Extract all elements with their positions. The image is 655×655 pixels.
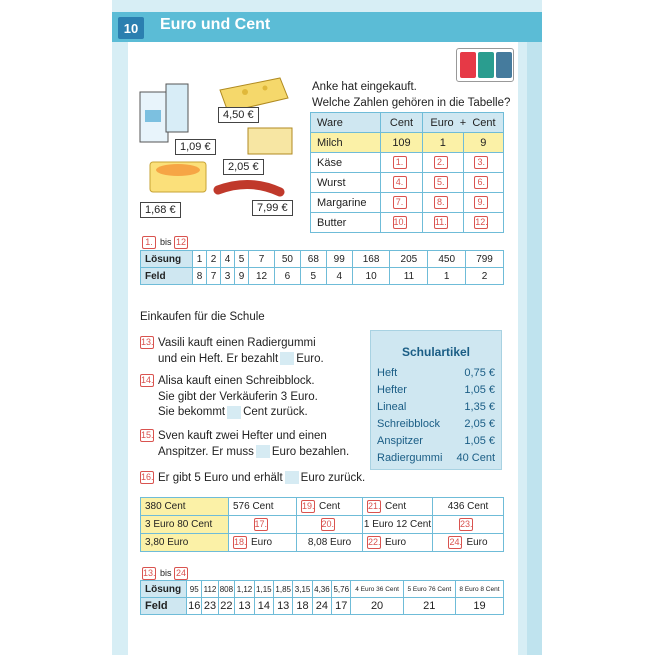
table-cell: 436 Cent xyxy=(433,498,504,516)
table-cell: 14 xyxy=(254,598,273,615)
table-cell: Butter xyxy=(311,213,381,233)
table-cell: 8 xyxy=(193,268,207,285)
table-cell: 4 Euro 36 Cent xyxy=(351,581,403,598)
table-cell: 1 Euro 12 Cent xyxy=(363,516,433,534)
intro-text: Anke hat eingekauft. Welche Zahlen gehören in die Tabelle? xyxy=(312,81,511,109)
table-cell: 3,80 Euro xyxy=(141,534,229,552)
table-cell xyxy=(381,173,423,193)
answer-field[interactable]: 9. xyxy=(474,196,488,209)
table-cell: 20 xyxy=(351,598,403,615)
header-euro-cent: Euro + Cent xyxy=(423,113,504,133)
table-cell: 22. Euro xyxy=(363,534,433,552)
task-number-badge: 13. xyxy=(141,337,154,348)
table-cell: 168 xyxy=(352,251,390,268)
table-cell: 1 xyxy=(428,268,466,285)
table-cell: 9 xyxy=(235,268,249,285)
table-row xyxy=(311,193,504,213)
table-row xyxy=(311,213,504,233)
table-cell: 5,76 xyxy=(332,581,351,598)
price-cheese: 4,50 € xyxy=(218,107,259,123)
table-cell: 799 xyxy=(466,251,504,268)
table-cell: 22 xyxy=(218,598,235,615)
page-title: Euro und Cent xyxy=(160,16,271,33)
table-cell: 18 xyxy=(293,598,312,615)
price-butter: 2,05 € xyxy=(223,159,264,175)
task-number-badge: 14. xyxy=(141,375,154,386)
answer-field[interactable]: 8. xyxy=(434,196,448,209)
list-item: Anspitzer 1,05 € xyxy=(377,435,495,447)
task-13: 13. Vasili kauft einen Radiergummi und ein Heft. Er bezahlt Euro. xyxy=(141,337,324,365)
table-row xyxy=(311,133,504,153)
task-number-badge: 24 xyxy=(176,568,187,579)
table-cell: 5 Euro 76 Cent xyxy=(403,581,455,598)
table-cell xyxy=(463,173,504,193)
list-item: Schreibblock 2,05 € xyxy=(377,418,495,430)
answer-field[interactable]: 7. xyxy=(393,196,407,209)
margarine-icon xyxy=(150,162,206,192)
task-number-badge: 22. xyxy=(368,537,381,547)
table-cell: 50 xyxy=(274,251,300,268)
answer-field[interactable]: 2. xyxy=(434,156,448,169)
table-cell: 8 Euro 8 Cent xyxy=(455,581,503,598)
table-cell: 10 xyxy=(352,268,390,285)
list-item: Hefter 1,05 € xyxy=(377,384,495,396)
conversion-table xyxy=(140,497,504,552)
task-number-badge: 17. xyxy=(254,519,268,529)
table-cell: 5 xyxy=(235,251,249,268)
task-number-badge: 21. xyxy=(368,501,381,511)
list-item: Radiergummi 40 Cent xyxy=(377,452,495,464)
table-cell: 13 xyxy=(235,598,254,615)
table-cell: 1,12 xyxy=(235,581,254,598)
table-cell xyxy=(423,153,464,173)
table-cell: 11 xyxy=(390,268,428,285)
milk-carton-icon xyxy=(140,84,188,142)
table-row xyxy=(311,153,504,173)
table-cell: 24. Euro xyxy=(433,534,504,552)
table-cell: 16 xyxy=(187,598,202,615)
table-cell: 380 Cent xyxy=(141,498,229,516)
table-cell: Lösung xyxy=(141,581,187,598)
table-cell: 4 xyxy=(221,251,235,268)
table-cell: 24 xyxy=(312,598,331,615)
table-cell: 17 xyxy=(332,598,351,615)
table-cell: 8,08 Euro xyxy=(297,534,363,552)
table-cell xyxy=(381,193,423,213)
table-cell: Lösung xyxy=(141,251,193,268)
answer-field[interactable]: 4. xyxy=(393,176,407,189)
answer-field[interactable]: 6. xyxy=(474,176,488,189)
table-cell: Wurst xyxy=(311,173,381,193)
shopping-table xyxy=(310,112,504,233)
task-16: 16. Er gibt 5 Euro und erhält Euro zurück. xyxy=(141,472,366,484)
page-number: 10 xyxy=(118,17,144,39)
table-cell: 3 Euro 80 Cent xyxy=(141,516,229,534)
task-number-badge: 23. xyxy=(460,519,473,529)
table-cell: 3 xyxy=(221,268,235,285)
answer-field[interactable]: 5. xyxy=(434,176,448,189)
table-cell: 19 xyxy=(455,598,503,615)
table-cell: 3,15 xyxy=(293,581,312,598)
solution-range-1: 1. bis 12 xyxy=(142,236,192,249)
table-cell: 205 xyxy=(390,251,428,268)
table-cell: 1 xyxy=(423,133,464,153)
task-number-badge: 18. xyxy=(234,537,247,547)
price-margarine: 1,68 € xyxy=(140,202,181,218)
table-cell: 68 xyxy=(300,251,326,268)
table-cell xyxy=(423,213,464,233)
answer-box[interactable] xyxy=(256,445,270,458)
answer-field[interactable]: 1. xyxy=(393,156,407,169)
task-number-badge: 20. xyxy=(321,519,335,529)
butter-icon xyxy=(248,128,292,154)
table-cell: 12 xyxy=(249,268,275,285)
table-cell xyxy=(229,516,297,534)
schulartikel-title: Schulartikel xyxy=(401,345,471,359)
table-cell: Käse xyxy=(311,153,381,173)
table-cell: 6 xyxy=(274,268,300,285)
answer-field[interactable]: 12. xyxy=(475,217,488,227)
answer-box[interactable] xyxy=(227,406,241,419)
task-number-badge: 19. xyxy=(302,501,315,511)
table-cell: Milch xyxy=(311,133,381,153)
table-cell xyxy=(463,193,504,213)
table-cell: 2 xyxy=(466,268,504,285)
schulartikel-card xyxy=(370,330,502,470)
table-cell xyxy=(423,193,464,213)
task-number-badge: 24. xyxy=(449,537,462,547)
table-cell: 4 xyxy=(326,268,352,285)
solution-range-2: 13. bis 24 xyxy=(143,568,187,579)
table-cell: 808 xyxy=(218,581,235,598)
table-cell: 23 xyxy=(202,598,218,615)
answer-box[interactable] xyxy=(280,352,294,365)
header-cent: Cent xyxy=(381,113,423,133)
price-sausage: 7,99 € xyxy=(252,200,293,216)
table-cell: 7 xyxy=(207,268,221,285)
table-cell xyxy=(423,173,464,193)
table-cell: 95 xyxy=(187,581,202,598)
table-cell xyxy=(433,516,504,534)
task-number-badge: 15. xyxy=(141,430,154,441)
table-cell: 99 xyxy=(326,251,352,268)
solution-table-1 xyxy=(140,250,504,285)
table-cell: 19. Cent xyxy=(297,498,363,516)
answer-field[interactable]: 11. xyxy=(434,217,447,227)
table-cell: 450 xyxy=(428,251,466,268)
header-ware: Ware xyxy=(311,113,381,133)
table-cell: 7 xyxy=(249,251,275,268)
table-cell xyxy=(463,153,504,173)
table-cell: 112 xyxy=(202,581,218,598)
section-title: Einkaufen für die Schule xyxy=(140,311,265,323)
table-cell xyxy=(381,213,423,233)
answer-box[interactable] xyxy=(285,471,299,484)
table-cell: 1,15 xyxy=(254,581,273,598)
table-cell: Feld xyxy=(141,598,187,615)
task-number-badge: 13. xyxy=(143,568,156,579)
table-cell xyxy=(381,153,423,173)
solution-table-2 xyxy=(140,580,504,615)
sausage-icon xyxy=(218,184,280,192)
table-cell: 9 xyxy=(463,133,504,153)
table-cell: Feld xyxy=(141,268,193,285)
table-cell: 109 xyxy=(381,133,423,153)
price-milk: 1,09 € xyxy=(175,139,216,155)
task-number-badge: 1. xyxy=(142,236,156,249)
right-strip xyxy=(527,42,542,655)
table-cell: 1 xyxy=(193,251,207,268)
table-cell: 21 xyxy=(403,598,455,615)
table-cell: 4,36 xyxy=(312,581,331,598)
list-item: Lineal 1,35 € xyxy=(377,401,495,413)
table-cell: 5 xyxy=(300,268,326,285)
logo-icon xyxy=(456,48,514,82)
table-cell xyxy=(463,213,504,233)
list-item: Heft 0,75 € xyxy=(377,367,495,379)
table-cell: 1,85 xyxy=(274,581,293,598)
table-cell: 576 Cent xyxy=(229,498,297,516)
table-cell xyxy=(297,516,363,534)
task-14: 14. Alisa kauft einen Schreibblock. Sie gibt der Verkäuferin 3 Euro. Sie bekommt Cent zurück. xyxy=(141,375,318,419)
table-row xyxy=(311,173,504,193)
table-cell: 2 xyxy=(207,251,221,268)
table-cell: 21. Cent xyxy=(363,498,433,516)
table-cell: Margarine xyxy=(311,193,381,213)
answer-field[interactable]: 10. xyxy=(393,217,407,227)
table-cell: 13 xyxy=(274,598,293,615)
task-15: 15. Sven kauft zwei Hefter und einen Anspitzer. Er muss Euro bezahlen. xyxy=(141,430,350,458)
table-cell: 18. Euro xyxy=(229,534,297,552)
task-number-badge: 16. xyxy=(141,472,154,483)
task-number-badge: 12 xyxy=(176,237,187,248)
answer-field[interactable]: 3. xyxy=(474,156,488,169)
